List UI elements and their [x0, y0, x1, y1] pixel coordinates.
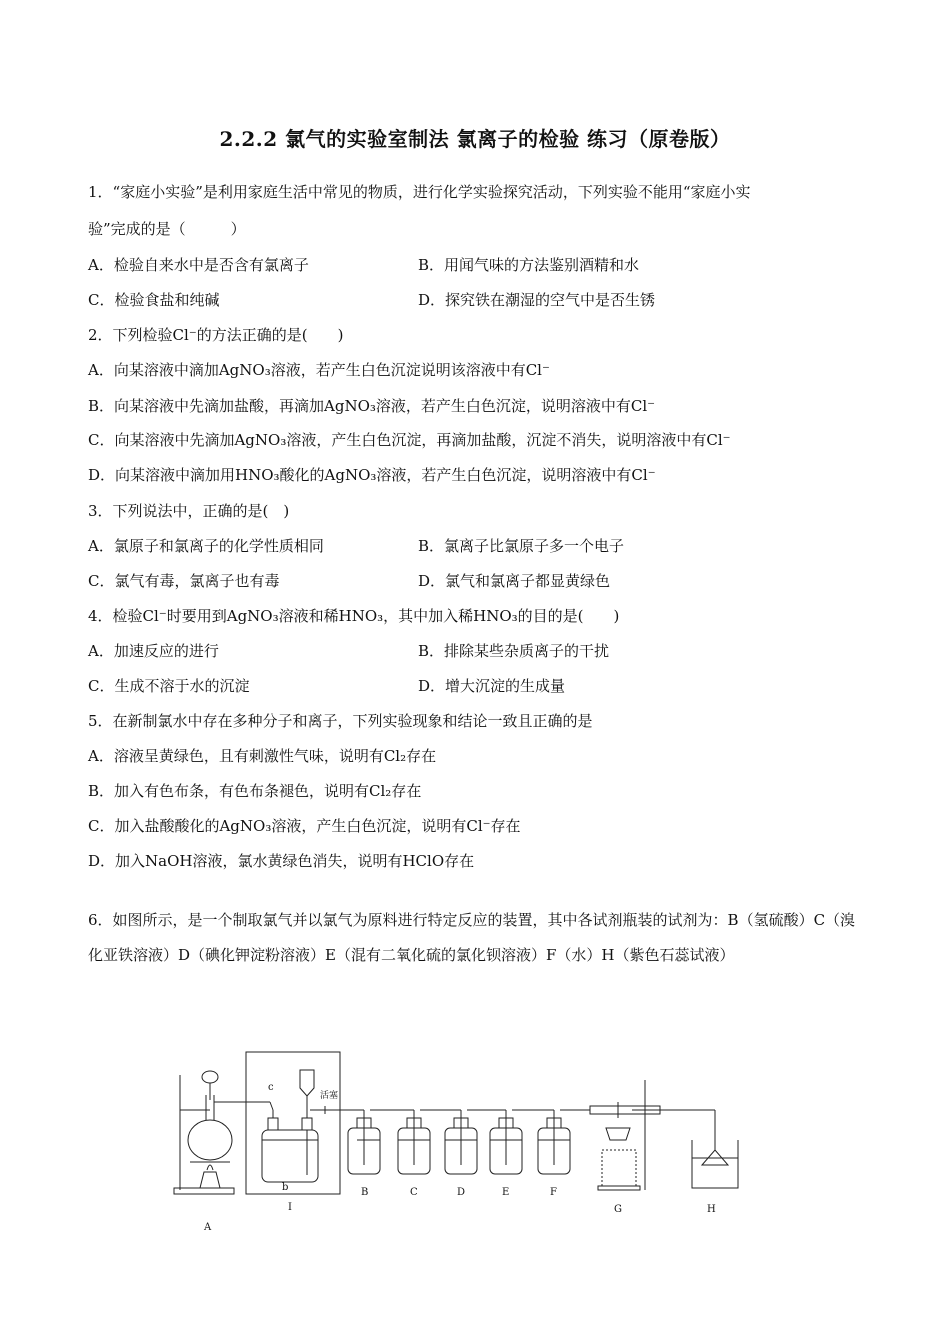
q3-option-b: B．氯离子比氯原子多一个电子 — [418, 537, 625, 555]
q4-option-a: A．加速反应的进行 — [88, 642, 219, 660]
bottle-f — [538, 1110, 570, 1174]
q4-stem: 4．检验Cl⁻时要用到AgNO₃溶液和稀HNO₃，其中加入稀HNO₃的目的是( ) — [88, 607, 620, 625]
q1-option-a: A．检验自来水中是否含有氯离子 — [88, 256, 309, 274]
label-i: I — [288, 1202, 292, 1213]
bottle-b — [348, 1110, 380, 1174]
q3-stem: 3．下列说法中，正确的是( ) — [88, 502, 290, 520]
q4-option-c: C．生成不溶于水的沉淀 — [88, 677, 250, 695]
label-e: E — [502, 1187, 510, 1198]
apparatus-diagram — [170, 1040, 770, 1240]
label-a: A — [204, 1222, 212, 1233]
q2-option-a: A．向某溶液中滴加AgNO₃溶液，若产生白色沉淀说明该溶液中有Cl⁻ — [88, 361, 550, 379]
q5-option-b: B．加入有色布条，有色布条褪色，说明有Cl₂存在 — [88, 782, 422, 800]
q3-option-d: D．氯气和氯离子都显黄绿色 — [418, 572, 611, 590]
q2-stem: 2．下列检验Cl⁻的方法正确的是( ) — [88, 326, 344, 344]
q1-option-b: B．用闻气味的方法鉴别酒精和水 — [418, 256, 640, 274]
label-h: H — [707, 1204, 716, 1215]
label-b: B — [361, 1187, 369, 1198]
bottle-e — [490, 1110, 522, 1174]
label-small-c: c — [268, 1082, 274, 1093]
q3-option-c: C．氯气有毒，氯离子也有毒 — [88, 572, 280, 590]
q5-option-d: D．加入NaOH溶液，氯水黄绿色消失，说明有HClO存在 — [88, 852, 475, 870]
q4-option-d: D．增大沉淀的生成量 — [418, 677, 566, 695]
bottle-c — [398, 1110, 430, 1174]
beaker-h — [660, 1110, 738, 1188]
reactor-g — [590, 1080, 660, 1190]
label-f: F — [550, 1187, 557, 1198]
label-valve: 活塞 — [320, 1091, 339, 1101]
q2-option-b: B．向某溶液中先滴加盐酸，再滴加AgNO₃溶液，若产生白色沉淀，说明溶液中有Cl⁻ — [88, 397, 656, 415]
q1-stem-line1: 1．“家庭小实验”是利用家庭生活中常见的物质，进行化学实验探究活动，下列实验不能用“家庭小实 — [88, 183, 751, 201]
q5-option-a: A．溶液呈黄绿色，且有刺激性气味，说明有Cl₂存在 — [88, 747, 437, 765]
bottle-d — [445, 1110, 477, 1174]
generator-a — [174, 1071, 270, 1194]
q3-option-a: A．氯原子和氯离子的化学性质相同 — [88, 537, 324, 555]
label-d: D — [457, 1187, 466, 1198]
label-small-b: b — [282, 1182, 289, 1193]
q5-stem: 5．在新制氯水中存在多种分子和离子，下列实验现象和结论一致且正确的是 — [88, 712, 593, 730]
q1-stem-line2: 验”完成的是（ ） — [88, 220, 246, 238]
label-c: C — [410, 1187, 418, 1198]
q1-option-c: C．检验食盐和纯碱 — [88, 291, 220, 309]
q2-option-c: C．向某溶液中先滴加AgNO₃溶液，产生白色沉淀，再滴加盐酸，沉淀不消失，说明溶液中有Cl⁻ — [88, 431, 731, 449]
q6-stem: 6．如图所示，是一个制取氯气并以氯气为原料进行特定反应的装置，其中各试剂瓶装的试剂为：B（氢硫酸）C（溴化亚铁溶液）D（碘化钾淀粉溶液）E（混有二氧化硫的氯化钡溶液）F（水）H（紫色石蕊试液） — [88, 911, 856, 964]
apparatus-figure — [170, 1040, 770, 1240]
q1-option-d: D．探究铁在潮湿的空气中是否生锈 — [418, 291, 656, 309]
box-i — [246, 1052, 360, 1194]
label-g: G — [614, 1204, 622, 1215]
page-title: 2.2.2 氯气的实验室制法 氯离子的检验 练习（原卷版） — [219, 127, 731, 151]
q5-option-c: C．加入盐酸酸化的AgNO₃溶液，产生白色沉淀，说明有Cl⁻存在 — [88, 817, 521, 835]
q4-option-b: B．排除某些杂质离子的干扰 — [418, 642, 610, 660]
q2-option-d: D．向某溶液中滴加用HNO₃酸化的AgNO₃溶液，若产生白色沉淀，说明溶液中有Cl⁻ — [88, 466, 656, 484]
